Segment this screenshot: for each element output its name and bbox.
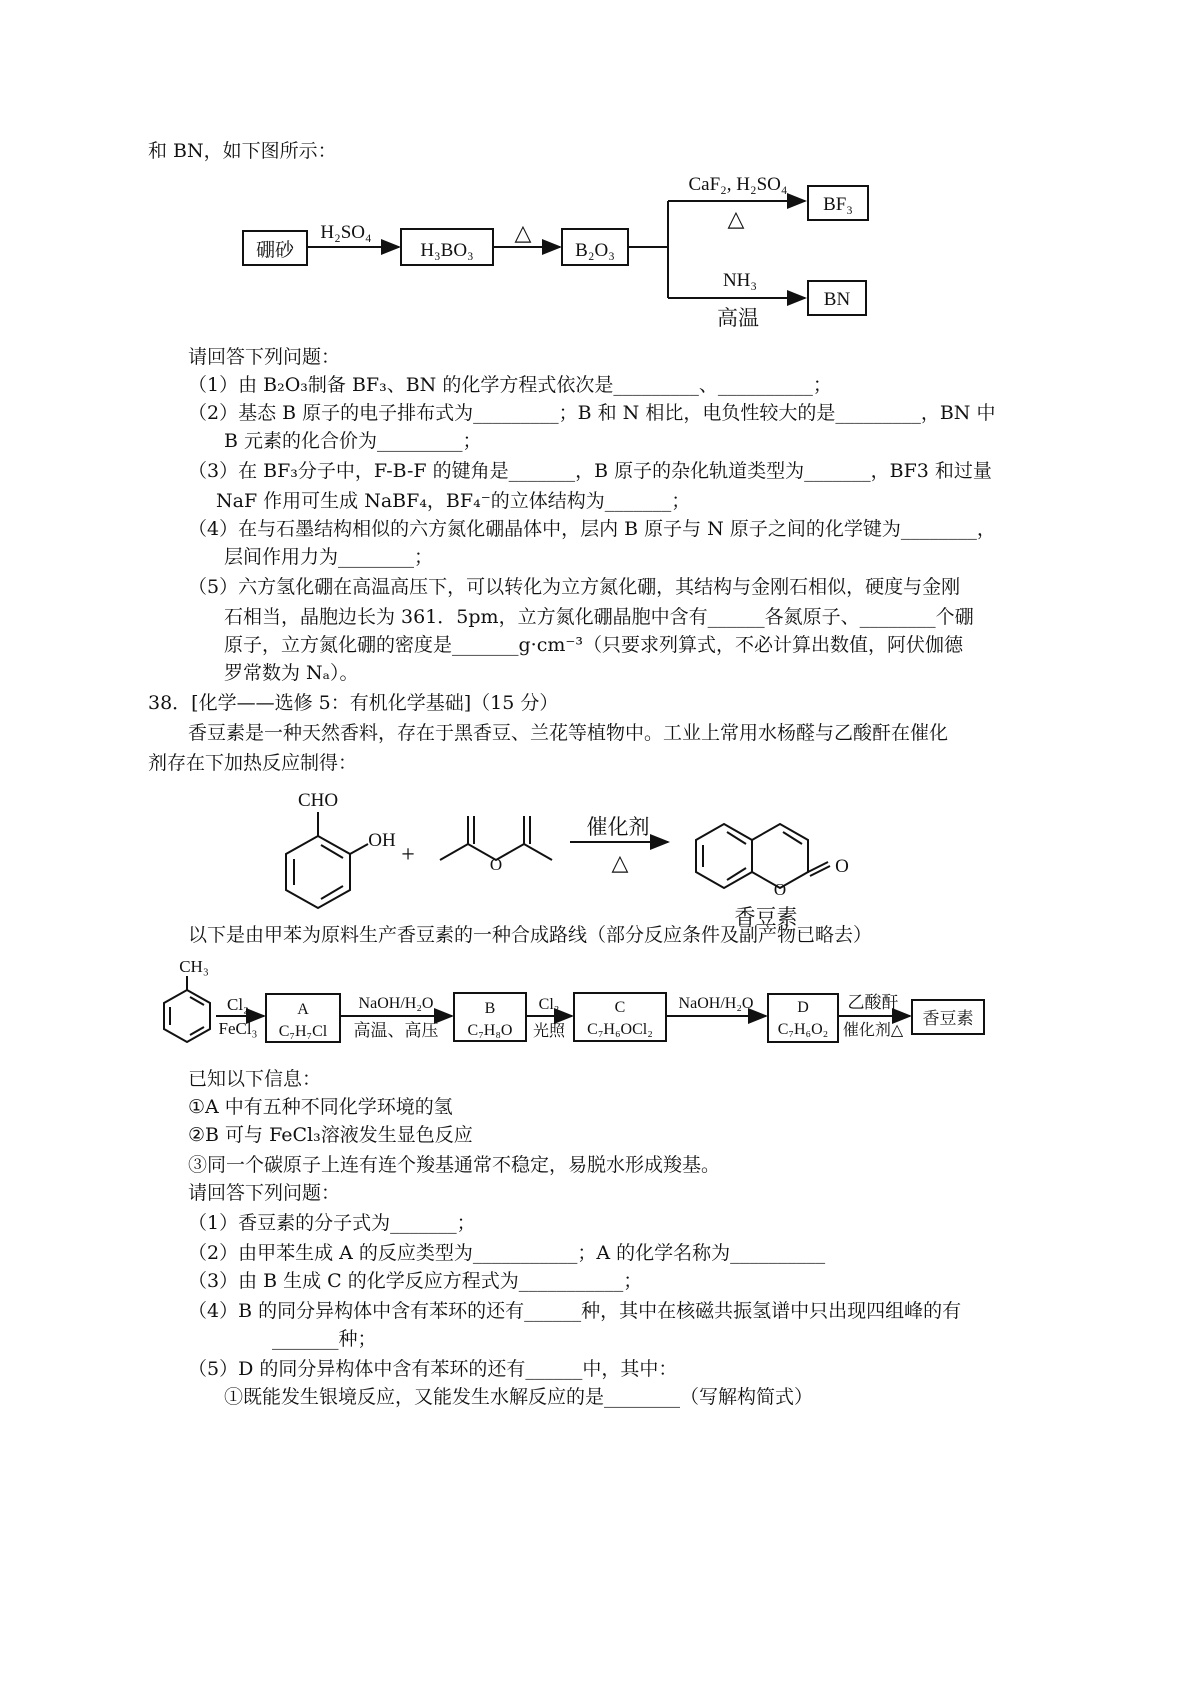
light-label: 光照 xyxy=(532,1023,566,1040)
route-intro: 以下是由甲苯为原料生产香豆素的一种合成路线（部分反应条件及副产物已略去） xyxy=(188,924,873,946)
acetic-anhydride-label: 乙酸酐 xyxy=(847,993,899,1012)
q37-line: 罗常数为 Nₐ）。 xyxy=(224,662,359,684)
q38-line: ①既能发生银境反应，又能发生水解反应的是________（写解构简式） xyxy=(224,1386,814,1408)
catalyst-heat-label: 催化剂△ xyxy=(842,1022,904,1039)
q38-line: （1）香豆素的分子式为_______； xyxy=(188,1212,476,1234)
q37-line: NaF 作用可生成 NaBF₄，BF₄⁻的立体结构为_______； xyxy=(216,490,691,512)
fecl3-label: FeCl₃ xyxy=(218,1019,258,1038)
q37-line: （3）在 BF₃分子中，F-B-F 的键角是_______，B 原子的杂化轨道类型为_______，BF3 和过量 xyxy=(188,460,992,482)
q38-prompt: 请回答下列问题： xyxy=(188,1182,341,1204)
q37-line: （1）由 B₂O₃制备 BF₃、BN 的化学方程式依次是_________、__________； xyxy=(188,374,832,396)
intro-text: 和 BN，如下图所示： xyxy=(148,140,337,162)
info-item: ③同一个碳原子上连有连个羧基通常不稳定，易脱水形成羧基。 xyxy=(188,1154,721,1176)
naoh-label-2: NaOH/H₂O xyxy=(678,995,754,1012)
q38-line: _______种； xyxy=(272,1328,377,1350)
ring-o-label: O xyxy=(773,880,787,899)
info-item: ②B 可与 FeCl₃溶液发生显色反应 xyxy=(188,1124,473,1146)
q38-line: （2）由甲苯生成 A 的反应类型为___________；A 的化学名称为__________ xyxy=(188,1242,826,1264)
q37-line: B 元素的化合价为_________； xyxy=(224,430,482,452)
q38-line: （4）B 的同分异构体中含有苯环的还有______种，其中在核磁共振氢谱中只出现四组峰的有 xyxy=(188,1300,962,1322)
b-label: B xyxy=(484,1000,496,1017)
q37-line: 原子，立方氮化硼的密度是_______g·cm⁻³（只要求列算式，不必计算出数值，阿伏伽德 xyxy=(224,634,964,656)
q37-line: （5）六方氢化硼在高温高压下，可以转化为立方氮化硼，其结构与金刚石相似，硬度与金刚 xyxy=(188,576,961,598)
d-label: D xyxy=(797,999,809,1016)
naoh-label: NaOH/H₂O xyxy=(358,995,434,1012)
q37-line: 层间作用力为________； xyxy=(224,546,434,568)
q38-line: （5）D 的同分异构体中含有苯环的还有______中，其中： xyxy=(188,1358,678,1380)
oh-label: OH xyxy=(368,830,396,851)
b-formula: C₇H₈O xyxy=(467,1022,513,1039)
a-label: A xyxy=(297,1001,309,1018)
borax-label: 硼砂 xyxy=(255,240,295,261)
q38-paragraph: 香豆素是一种天然香料，存在于黑香豆、兰花等植物中。工业上常用水杨醛与乙酸酐在催化 xyxy=(188,722,949,744)
bridge-o-label: O xyxy=(489,855,503,874)
c-formula: C₇H₆OCl₂ xyxy=(587,1021,653,1038)
high-temp-pressure-label: 高温、高压 xyxy=(353,1021,439,1040)
a-formula: C₇H₇Cl xyxy=(278,1023,328,1040)
c-label: C xyxy=(614,999,626,1016)
caf2-h2so4-label: CaF₂, H₂SO₄ xyxy=(688,174,788,195)
d-formula: C₇H₆O₂ xyxy=(777,1021,829,1038)
bf3-label: BF₃ xyxy=(823,194,853,215)
info-title: 已知以下信息： xyxy=(188,1068,322,1090)
cho-label: CHO xyxy=(297,790,339,811)
bn-label: BN xyxy=(823,289,851,310)
coumarin-label: 香豆素 xyxy=(734,905,798,929)
b2o3-label: B₂O₃ xyxy=(575,240,615,261)
q38-line: （3）由 B 生成 C 的化学反应方程式为___________； xyxy=(188,1270,643,1292)
heat-label-3: △ xyxy=(611,850,629,875)
q38-paragraph: 剂存在下加热反应制得： xyxy=(148,752,358,774)
q37-line: （2）基态 B 原子的电子排布式为_________；B 和 N 相比，电负性较大的是_________，BN 中 xyxy=(188,402,996,424)
heat-label-2: △ xyxy=(727,206,745,231)
carbonyl-o-label: O xyxy=(835,856,849,877)
nh3-label: NH₃ xyxy=(722,270,758,291)
plus-sign: + xyxy=(401,842,415,868)
ch3-label: CH₃ xyxy=(179,957,209,976)
info-item: ①A 中有五种不同化学环境的氢 xyxy=(188,1096,453,1118)
catalyst-label: 催化剂 xyxy=(586,815,650,839)
q37-line: 石相当，晶胞边长为 361．5pm，立方氮化硼晶胞中含有______各氮原子、________个硼 xyxy=(224,606,974,628)
q38-heading: 38．[化学——选修 5：有机化学基础]（15 分） xyxy=(148,692,559,714)
cl2-label: Cl₂ xyxy=(227,995,249,1014)
final-product-label: 香豆素 xyxy=(922,1009,974,1028)
h2so4-label: H₂SO₄ xyxy=(320,222,372,243)
q37-prompt: 请回答下列问题： xyxy=(188,346,341,368)
high-temp-label: 高温 xyxy=(717,306,759,330)
h3bo3-label: H₃BO₃ xyxy=(420,240,474,261)
q37-line: （4）在与石墨结构相似的六方氮化硼晶体中，层内 B 原子与 N 原子之间的化学键为________， xyxy=(188,518,996,540)
heat-label: △ xyxy=(514,220,532,245)
cl2-label-2: Cl₂ xyxy=(538,996,560,1013)
